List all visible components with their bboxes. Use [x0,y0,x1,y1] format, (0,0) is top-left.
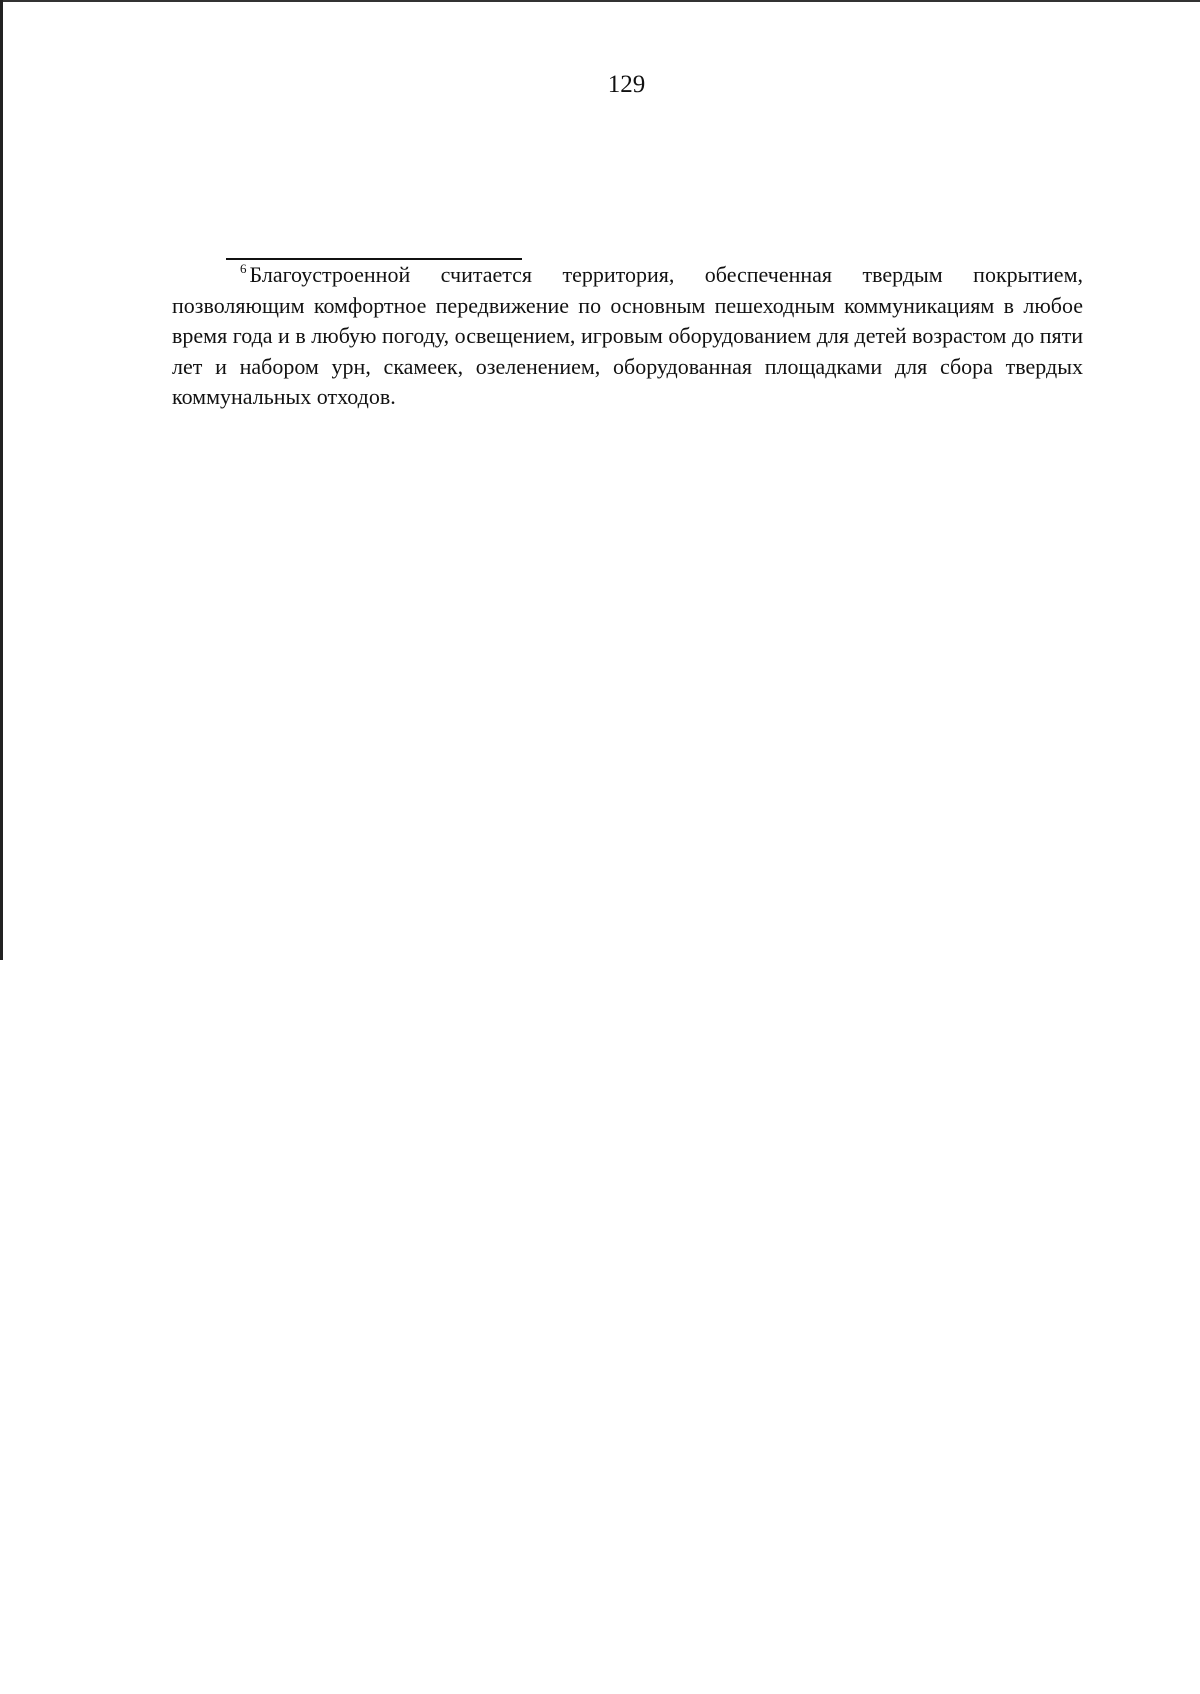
footnote-text: Благоустроенной считается территория, обеспеченная твердым покрытием, позволяющим комфортное передвижение по основным пешеходным коммуникациям в любое время года и в любую погоду, освещением, игровым оборудованием для детей возрастом до пяти лет и набором урн, скамеек, озеленением, оборудованная площадками для сбора твердых коммунальных отходов. [172,262,1083,409]
footnote-marker: 6 [240,261,247,276]
footnote [172,260,1083,413]
page-number: 129 [607,71,646,98]
scan-edge-top [0,0,1200,2]
scan-edge-left [0,0,3,960]
